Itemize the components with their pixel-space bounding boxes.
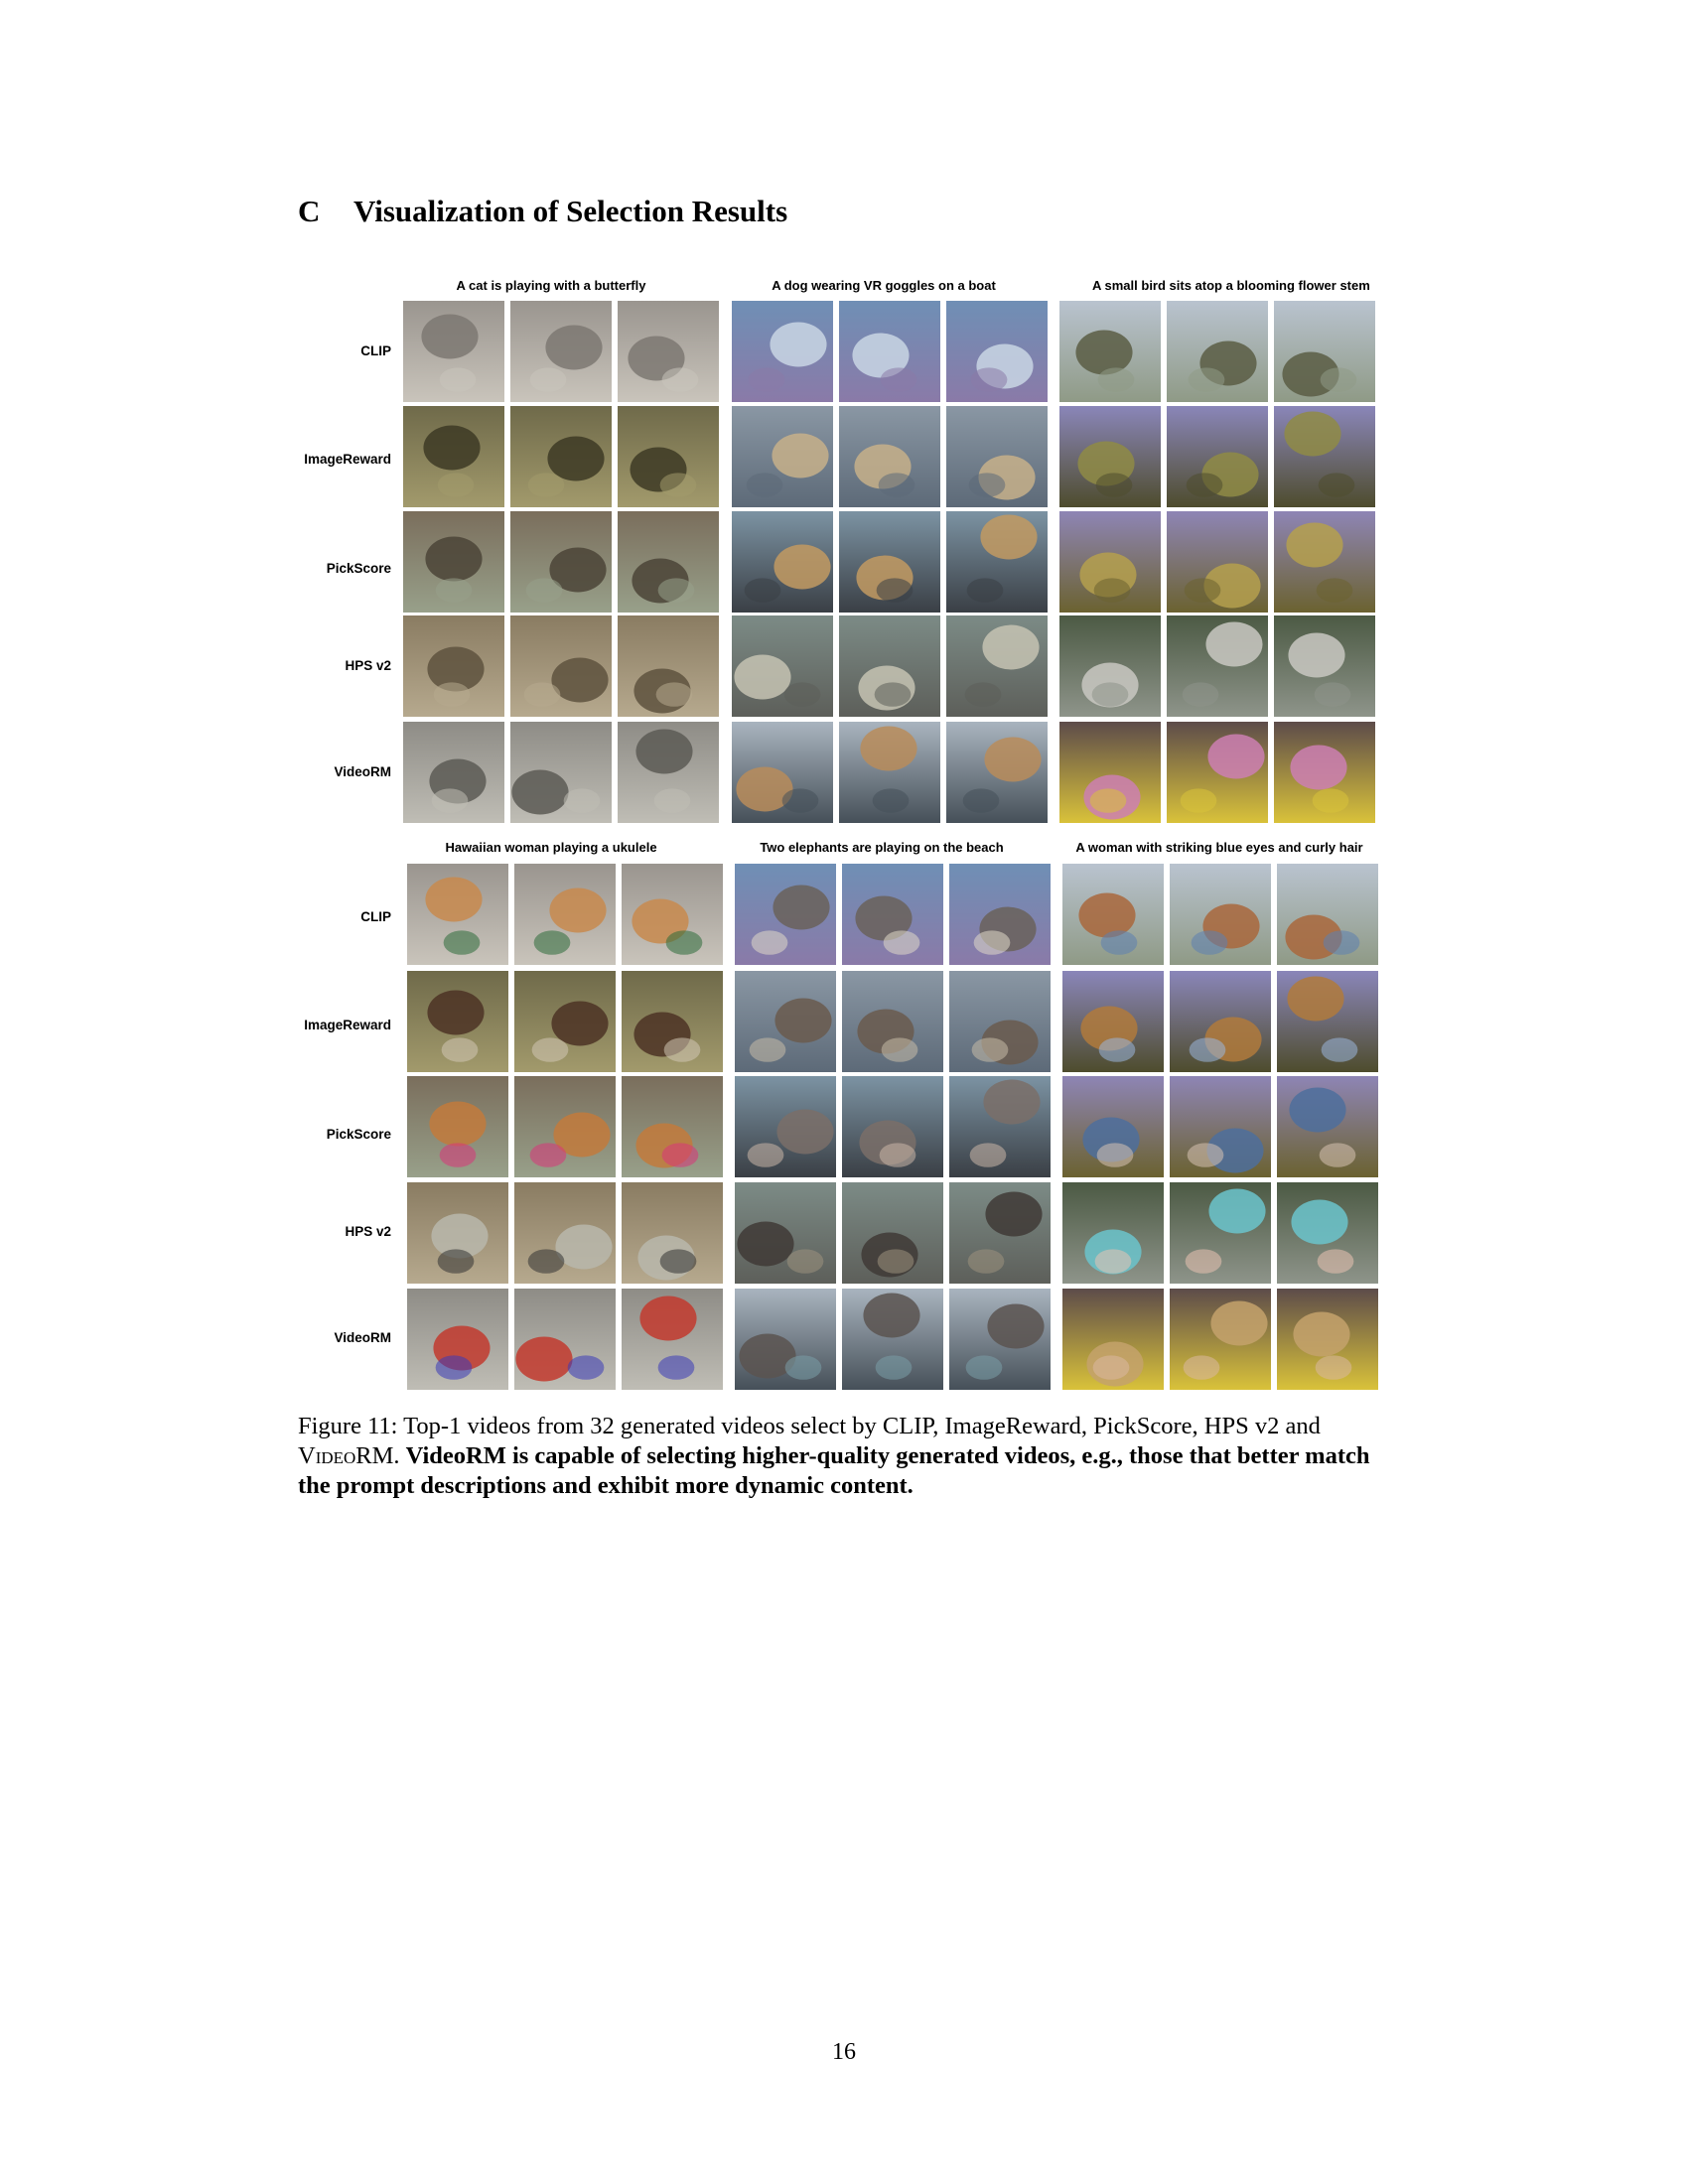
caption-model-name: VideoRM — [298, 1442, 394, 1469]
video-frame-cat-row1-frame1 — [403, 301, 504, 402]
video-frame-woman-row2-frame3 — [1277, 971, 1378, 1072]
video-frame-cat-row1-frame2 — [510, 301, 612, 402]
video-frame-dog-row4-frame1 — [732, 615, 833, 717]
row-label-imagereward: ImageReward — [304, 1018, 391, 1032]
video-frame-elephant-row1-frame3 — [949, 864, 1051, 965]
video-frame-elephant-row3-frame2 — [842, 1076, 943, 1177]
video-frame-dog-row4-frame2 — [839, 615, 940, 717]
video-frame-woman-row2-frame2 — [1170, 971, 1271, 1072]
figure-caption — [298, 1412, 1392, 1501]
video-frame-bird-row1-frame1 — [1059, 301, 1161, 402]
video-frame-ukulele-row3-frame3 — [622, 1076, 723, 1177]
video-frame-woman-row4-frame1 — [1062, 1182, 1164, 1284]
video-frame-elephant-row1-frame1 — [735, 864, 836, 965]
prompt-elephants: Two elephants are playing on the beach — [760, 840, 1004, 855]
video-frame-cat-row4-frame1 — [403, 615, 504, 717]
video-frame-bird-row4-frame1 — [1059, 615, 1161, 717]
video-frame-ukulele-row1-frame1 — [407, 864, 508, 965]
video-frame-cat-row3-frame2 — [510, 511, 612, 613]
row-label-imagereward: ImageReward — [304, 452, 391, 467]
video-frame-cat-row2-frame1 — [403, 406, 504, 507]
video-frame-ukulele-row4-frame3 — [622, 1182, 723, 1284]
video-frame-dog-row3-frame2 — [839, 511, 940, 613]
prompt-bird: A small bird sits atop a blooming flower stem — [1092, 278, 1370, 293]
video-frame-dog-row1-frame2 — [839, 301, 940, 402]
prompt-woman: A woman with striking blue eyes and curly hair — [1075, 840, 1363, 855]
video-frame-ukulele-row3-frame2 — [514, 1076, 616, 1177]
video-frame-woman-row3-frame3 — [1277, 1076, 1378, 1177]
caption-label: Figure 11: — [298, 1413, 398, 1439]
video-frame-ukulele-row4-frame1 — [407, 1182, 508, 1284]
video-frame-ukulele-row2-frame2 — [514, 971, 616, 1072]
prompt-cat: A cat is playing with a butterfly — [456, 278, 646, 293]
video-frame-ukulele-row5-frame2 — [514, 1289, 616, 1390]
video-frame-bird-row4-frame3 — [1274, 615, 1375, 717]
row-label-videorm: VideoRM — [334, 1330, 391, 1345]
video-frame-elephant-row3-frame1 — [735, 1076, 836, 1177]
video-frame-dog-row5-frame2 — [839, 722, 940, 823]
video-frame-ukulele-row2-frame1 — [407, 971, 508, 1072]
video-frame-cat-row4-frame2 — [510, 615, 612, 717]
section-number: C — [298, 194, 321, 228]
video-frame-ukulele-row4-frame2 — [514, 1182, 616, 1284]
row-label-clip: CLIP — [360, 909, 391, 924]
video-frame-elephant-row2-frame3 — [949, 971, 1051, 1072]
video-frame-cat-row3-frame3 — [618, 511, 719, 613]
caption-text-a: Top-1 videos from 32 generated videos select by CLIP, ImageReward, PickScore, HPS v2 and — [397, 1413, 1321, 1439]
video-frame-dog-row1-frame1 — [732, 301, 833, 402]
video-frame-bird-row5-frame2 — [1167, 722, 1268, 823]
video-frame-cat-row4-frame3 — [618, 615, 719, 717]
video-frame-cat-row1-frame3 — [618, 301, 719, 402]
video-frame-woman-row3-frame2 — [1170, 1076, 1271, 1177]
video-frame-elephant-row1-frame2 — [842, 864, 943, 965]
row-label-pickscore: PickScore — [326, 561, 391, 576]
video-frame-elephant-row4-frame2 — [842, 1182, 943, 1284]
video-frame-dog-row2-frame2 — [839, 406, 940, 507]
video-frame-bird-row2-frame3 — [1274, 406, 1375, 507]
video-frame-elephant-row2-frame2 — [842, 971, 943, 1072]
video-frame-bird-row5-frame3 — [1274, 722, 1375, 823]
video-frame-bird-row3-frame2 — [1167, 511, 1268, 613]
video-frame-woman-row5-frame3 — [1277, 1289, 1378, 1390]
video-frame-bird-row1-frame2 — [1167, 301, 1268, 402]
video-frame-bird-row3-frame1 — [1059, 511, 1161, 613]
section-title: Visualization of Selection Results — [353, 194, 788, 228]
video-frame-woman-row5-frame2 — [1170, 1289, 1271, 1390]
video-frame-elephant-row4-frame1 — [735, 1182, 836, 1284]
video-frame-bird-row5-frame1 — [1059, 722, 1161, 823]
video-frame-woman-row3-frame1 — [1062, 1076, 1164, 1177]
video-frame-cat-row2-frame3 — [618, 406, 719, 507]
video-frame-dog-row4-frame3 — [946, 615, 1048, 717]
row-label-hpsv2: HPS v2 — [345, 658, 391, 673]
video-frame-elephant-row2-frame1 — [735, 971, 836, 1072]
video-frame-ukulele-row5-frame1 — [407, 1289, 508, 1390]
video-frame-dog-row1-frame3 — [946, 301, 1048, 402]
video-frame-cat-row3-frame1 — [403, 511, 504, 613]
video-frame-woman-row5-frame1 — [1062, 1289, 1164, 1390]
row-label-hpsv2: HPS v2 — [345, 1224, 391, 1239]
video-frame-bird-row2-frame1 — [1059, 406, 1161, 507]
caption-bold-text: VideoRM is capable of selecting higher-quality generated videos, e.g., those that better match the prompt descriptions and exhibit more dynamic content. — [298, 1442, 1370, 1499]
video-frame-bird-row4-frame2 — [1167, 615, 1268, 717]
video-frame-ukulele-row5-frame3 — [622, 1289, 723, 1390]
video-frame-dog-row3-frame1 — [732, 511, 833, 613]
video-frame-dog-row3-frame3 — [946, 511, 1048, 613]
video-frame-woman-row4-frame2 — [1170, 1182, 1271, 1284]
video-frame-woman-row4-frame3 — [1277, 1182, 1378, 1284]
video-frame-ukulele-row1-frame2 — [514, 864, 616, 965]
video-frame-bird-row1-frame3 — [1274, 301, 1375, 402]
video-frame-woman-row2-frame1 — [1062, 971, 1164, 1072]
video-frame-elephant-row5-frame2 — [842, 1289, 943, 1390]
section-heading — [298, 194, 787, 229]
video-frame-woman-row1-frame1 — [1062, 864, 1164, 965]
video-frame-ukulele-row2-frame3 — [622, 971, 723, 1072]
video-frame-cat-row5-frame3 — [618, 722, 719, 823]
caption-text-b: . — [393, 1442, 406, 1469]
video-frame-dog-row2-frame3 — [946, 406, 1048, 507]
video-frame-elephant-row3-frame3 — [949, 1076, 1051, 1177]
prompt-ukulele: Hawaiian woman playing a ukulele — [445, 840, 657, 855]
video-frame-cat-row5-frame1 — [403, 722, 504, 823]
video-frame-ukulele-row3-frame1 — [407, 1076, 508, 1177]
video-frame-dog-row5-frame3 — [946, 722, 1048, 823]
video-frame-cat-row5-frame2 — [510, 722, 612, 823]
row-label-clip: CLIP — [360, 343, 391, 358]
video-frame-cat-row2-frame2 — [510, 406, 612, 507]
video-frame-bird-row2-frame2 — [1167, 406, 1268, 507]
video-frame-woman-row1-frame3 — [1277, 864, 1378, 965]
video-frame-elephant-row5-frame1 — [735, 1289, 836, 1390]
row-label-videorm: VideoRM — [334, 764, 391, 779]
video-frame-elephant-row4-frame3 — [949, 1182, 1051, 1284]
video-frame-bird-row3-frame3 — [1274, 511, 1375, 613]
video-frame-dog-row5-frame1 — [732, 722, 833, 823]
page-number: 16 — [832, 2039, 856, 2065]
prompt-dog: A dog wearing VR goggles on a boat — [772, 278, 996, 293]
video-frame-elephant-row5-frame3 — [949, 1289, 1051, 1390]
video-frame-dog-row2-frame1 — [732, 406, 833, 507]
video-frame-ukulele-row1-frame3 — [622, 864, 723, 965]
video-frame-woman-row1-frame2 — [1170, 864, 1271, 965]
row-label-pickscore: PickScore — [326, 1127, 391, 1142]
